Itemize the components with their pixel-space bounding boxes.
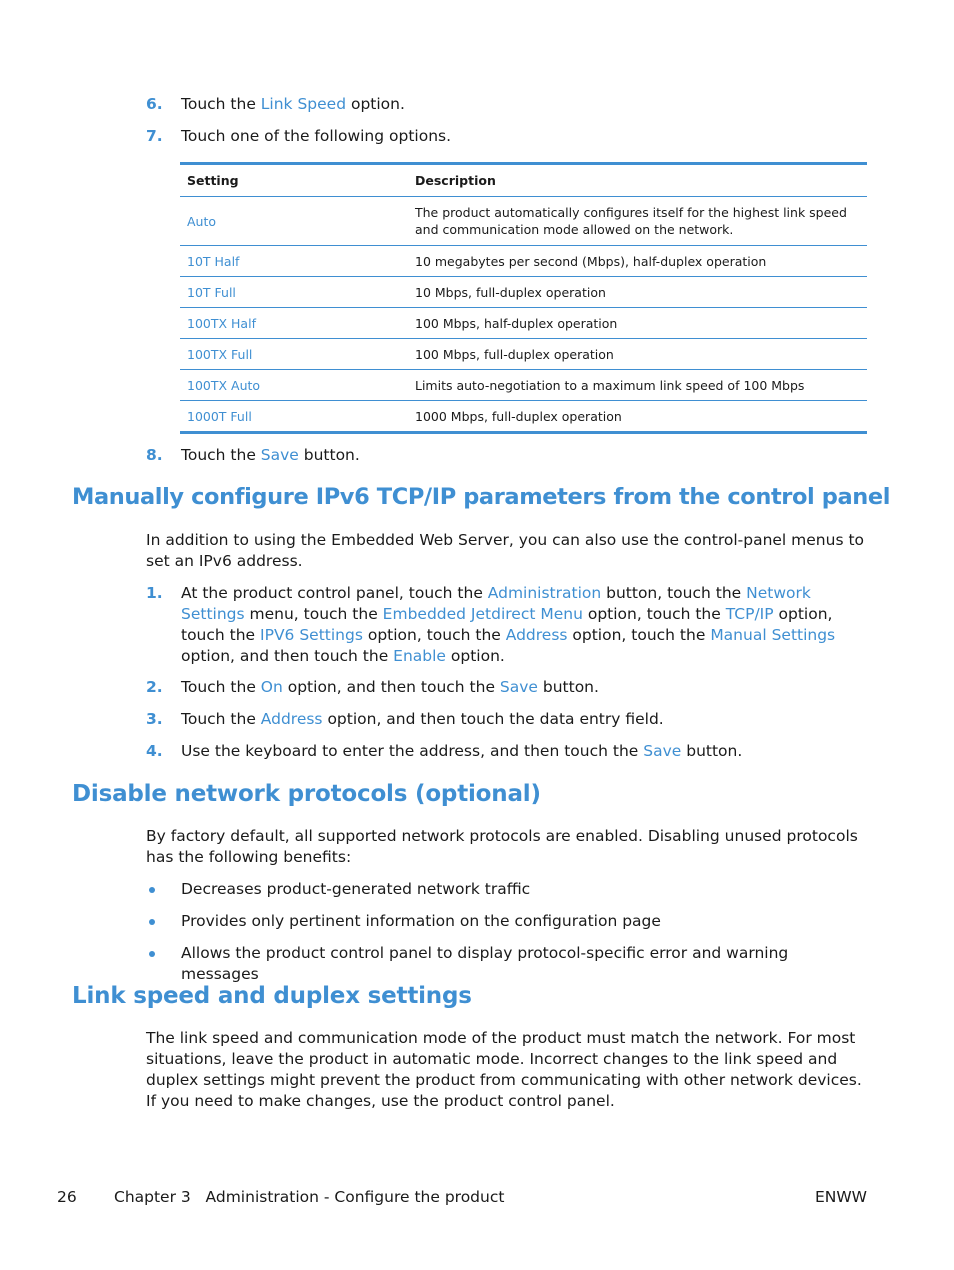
administration-link[interactable]: Administration	[487, 584, 602, 602]
enable-link[interactable]: Enable	[393, 647, 446, 665]
chapter-title: Chapter 3 Administration - Configure the product	[114, 1188, 505, 1206]
setting-description: 10 Mbps, full-duplex operation	[408, 277, 867, 308]
table-row	[180, 401, 867, 433]
save-link[interactable]: Save	[643, 742, 682, 760]
step-7: 7. Touch one of the following options.	[146, 127, 452, 145]
link-speed-options-table	[180, 162, 867, 434]
setting-description: 100 Mbps, full-duplex operation	[408, 339, 867, 370]
setting-link[interactable]: 100TX Full	[180, 339, 408, 370]
list-item: Provides only pertinent information on the configuration page	[146, 911, 868, 932]
step-number: 4.	[146, 742, 163, 760]
section-heading-disable-protocols: Disable network protocols (optional)	[72, 781, 541, 807]
list-item: Decreases product-generated network traffic	[146, 879, 868, 900]
setting-link[interactable]: 10T Half	[180, 246, 408, 277]
address-link[interactable]: Address	[260, 710, 323, 728]
link-speed-link[interactable]: Link Speed	[260, 95, 347, 113]
save-link[interactable]: Save	[499, 678, 538, 696]
step-number: 1.	[146, 584, 163, 602]
table-row	[180, 370, 867, 401]
ipv6-intro: In addition to using the Embedded Web Server, you can also use the control-panel menus to set an IPv6 address.	[146, 531, 865, 570]
on-link[interactable]: On	[260, 678, 283, 696]
save-link[interactable]: Save	[260, 446, 299, 464]
list-item: Allows the product control panel to display protocol-specific error and warning messages	[146, 943, 868, 985]
table-header-row	[180, 164, 867, 197]
bullet-icon	[149, 919, 155, 925]
setting-description: 100 Mbps, half-duplex operation	[408, 308, 867, 339]
bullet-icon	[149, 951, 155, 957]
doc-code: ENWW	[814, 1188, 867, 1206]
ipv6-step-4: 4. Use the keyboard to enter the address, and then touch the Save button.	[146, 742, 743, 760]
step-6: 6. Touch the Link Speed option.	[146, 95, 405, 113]
section-heading-ipv6: Manually configure IPv6 TCP/IP parameters from the control panel	[72, 484, 891, 510]
ipv6-step-3: 3. Touch the Address option, and then touch the data entry field.	[146, 710, 664, 728]
setting-link[interactable]: Auto	[180, 197, 408, 246]
step-8: 8. Touch the Save button.	[146, 446, 360, 464]
section-heading-link-speed: Link speed and duplex settings	[72, 983, 472, 1009]
network-settings-link[interactable]: Network Settings	[181, 584, 811, 623]
table-row	[180, 197, 867, 246]
setting-description: 1000 Mbps, full-duplex operation	[415, 408, 622, 424]
bullet-icon	[149, 887, 155, 893]
step-number: 3.	[146, 710, 163, 728]
manual-settings-link[interactable]: Manual Settings	[710, 626, 836, 644]
ipv6-step-2: 2. Touch the On option, and then touch the Save button.	[146, 678, 599, 696]
step-number: 6.	[146, 95, 163, 113]
step-number: 8.	[146, 446, 163, 464]
step-number: 2.	[146, 678, 163, 696]
table-row	[180, 246, 867, 277]
setting-link[interactable]: 10T Full	[180, 277, 408, 308]
setting-link[interactable]: 100TX Half	[180, 308, 408, 339]
setting-link[interactable]: 1000T Full	[187, 408, 252, 424]
setting-description: The product automatically configures itself for the highest link speed and communication mode allowed on the network.	[408, 197, 867, 246]
column-header-description: Description	[408, 164, 867, 197]
address-link[interactable]: Address	[505, 626, 568, 644]
tcp-ip-link[interactable]: TCP/IP	[725, 605, 774, 623]
setting-link[interactable]: 100TX Auto	[180, 370, 408, 401]
page-number: 26	[57, 1188, 77, 1206]
table-row	[180, 277, 867, 308]
table-row	[180, 339, 867, 370]
ipv6-step-1: 1. At the product control panel, touch the Administration button, touch the Network Settings menu, touch the Embedded Jetdirect Menu option, touch the TCP/IP option, touch the IPV6 Settings option, touch the Address option, touch the Manual Settings option, and then touch the Enable option.	[146, 584, 836, 665]
ipv6-settings-link[interactable]: IPV6 Settings	[260, 626, 363, 644]
step-number: 7.	[146, 127, 163, 145]
embedded-jetdirect-menu-link[interactable]: Embedded Jetdirect Menu	[382, 605, 583, 623]
setting-description: Limits auto-negotiation to a maximum link speed of 100 Mbps	[408, 370, 867, 401]
table-row	[180, 308, 867, 339]
disable-intro: By factory default, all supported network protocols are enabled. Disabling unused protocols has the following benefits:	[146, 827, 858, 866]
setting-description: 10 megabytes per second (Mbps), half-duplex operation	[408, 246, 867, 277]
link-speed-body: The link speed and communication mode of the product must match the network. For most situations, leave the product in automatic mode. Incorrect changes to the link speed and duplex settings might prevent the product from communicating with other network devices. If you need to make changes, use the product control panel.	[146, 1029, 862, 1110]
column-header-setting: Setting	[180, 164, 408, 197]
